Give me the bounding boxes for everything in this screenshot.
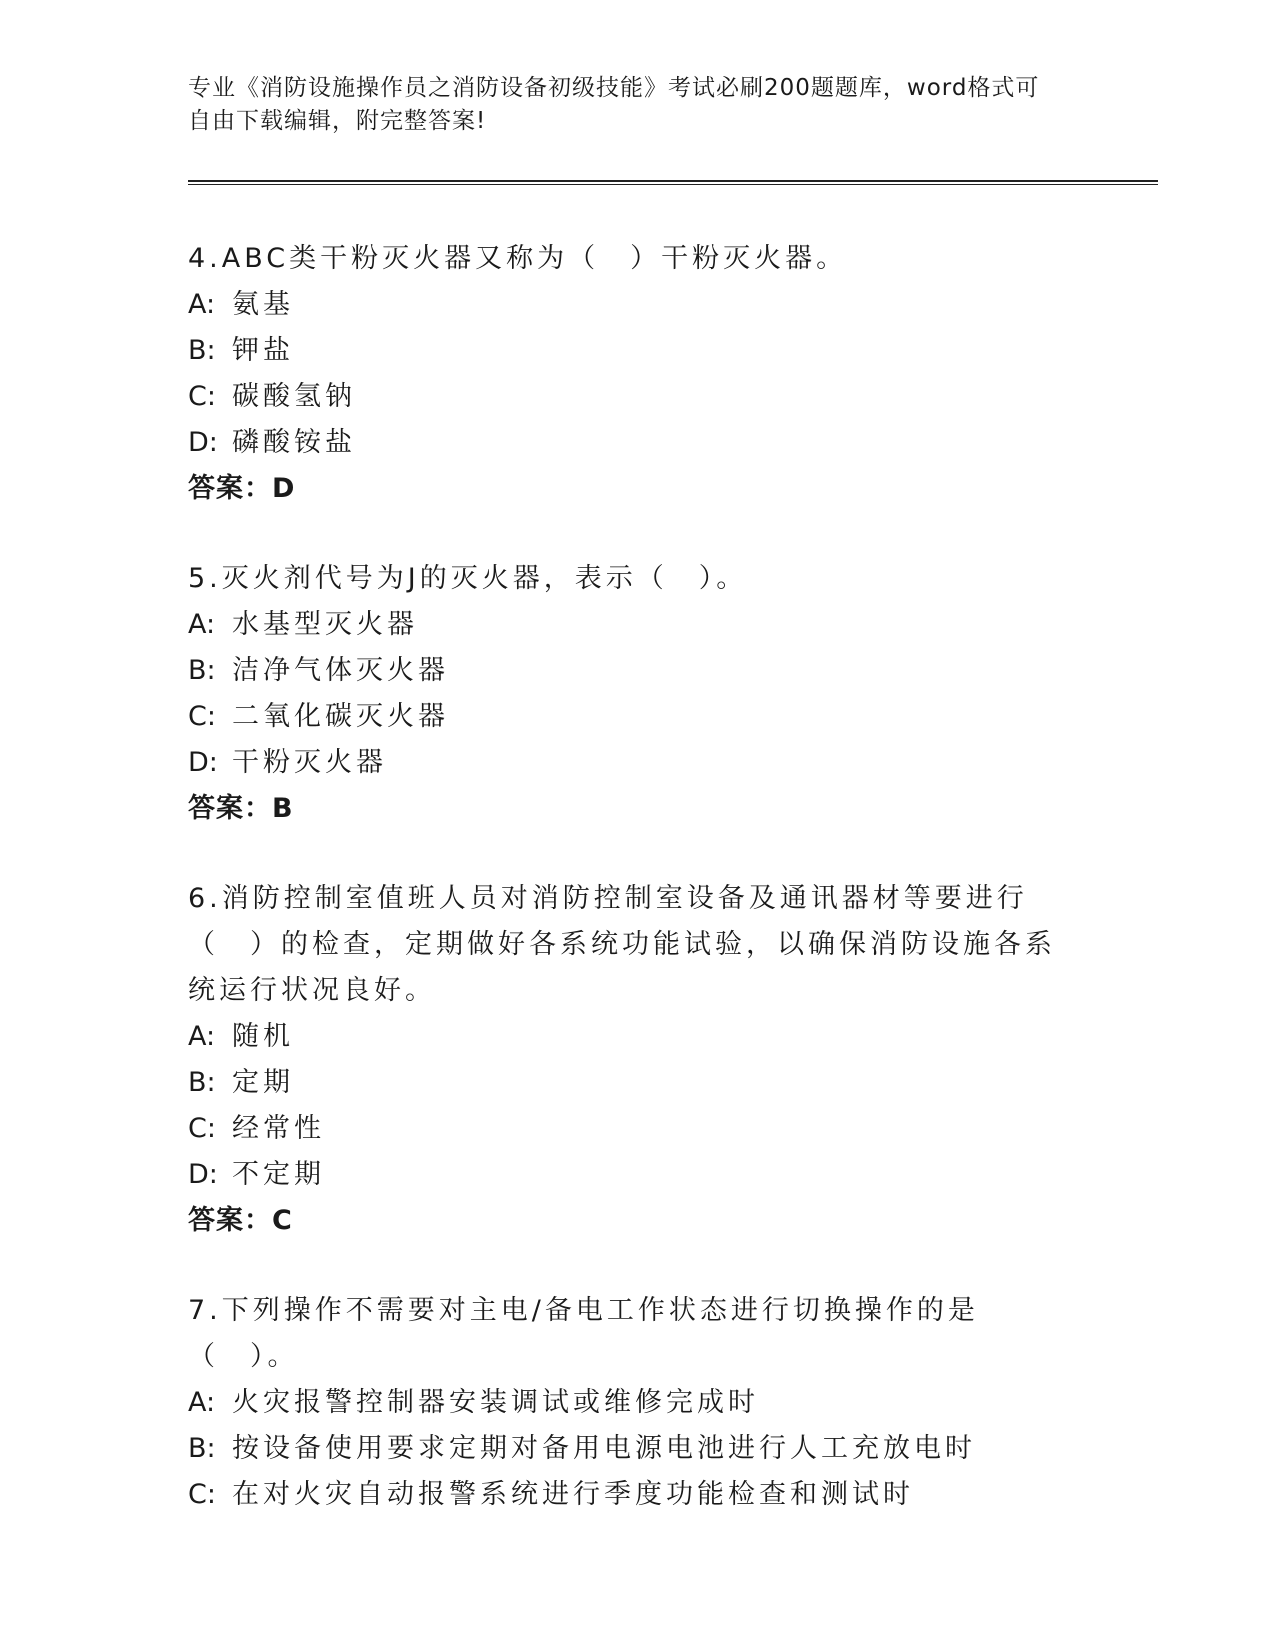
option-text: 碳酸氢钠 [232, 381, 356, 412]
header-divider-thin [188, 184, 1158, 185]
option-letter: A: [188, 1021, 216, 1052]
header-divider-thick [188, 180, 1158, 182]
option-text: 按设备使用要求定期对备用电源电池进行人工充放电时 [232, 1433, 976, 1464]
option-text: 磷酸铵盐 [232, 427, 356, 458]
option-c [188, 1472, 1068, 1518]
question-stem: 5.灭火剂代号为J的灭火器，表示（ ）。 [188, 563, 748, 594]
option-letter: A: [188, 289, 216, 320]
option-text: 在对火灾自动报警系统进行季度功能检查和测试时 [232, 1479, 914, 1510]
answer-line: 答案：C [188, 1205, 293, 1236]
option-b [188, 1060, 1068, 1106]
question-block [188, 876, 1068, 1244]
option-letter: C: [188, 381, 216, 412]
option-a [188, 1380, 1068, 1426]
option-b [188, 1426, 1068, 1472]
question-block [188, 1288, 1068, 1518]
option-d [188, 1152, 1068, 1198]
option-letter: C: [188, 1479, 216, 1510]
option-c [188, 374, 1068, 420]
option-a [188, 282, 1068, 328]
option-letter: C: [188, 1113, 216, 1144]
option-letter: B: [188, 1433, 216, 1464]
option-letter: D: [188, 1159, 218, 1190]
option-b [188, 328, 1068, 374]
option-text: 定期 [232, 1067, 294, 1098]
answer-line: 答案：B [188, 793, 294, 824]
option-letter: A: [188, 609, 216, 640]
option-letter: D: [188, 747, 218, 778]
option-text: 水基型灭火器 [232, 609, 418, 640]
option-letter: B: [188, 655, 216, 686]
option-letter: D: [188, 427, 218, 458]
question-block [188, 236, 1068, 512]
option-text: 洁净气体灭火器 [232, 655, 449, 686]
option-text: 氨基 [232, 289, 294, 320]
question-block [188, 556, 1068, 832]
option-letter: A: [188, 1387, 216, 1418]
option-text: 火灾报警控制器安装调试或维修完成时 [232, 1387, 759, 1418]
document-header [188, 72, 1068, 138]
question-stem: 4.ABC类干粉灭火器又称为（ ）干粉灭火器。 [188, 243, 848, 274]
option-text: 不定期 [232, 1159, 325, 1190]
option-c [188, 694, 1068, 740]
question-stem: 7.下列操作不需要对主电/备电工作状态进行切换操作的是（ ）。 [188, 1295, 979, 1372]
option-letter: B: [188, 1067, 216, 1098]
option-letter: B: [188, 335, 216, 366]
option-d [188, 740, 1068, 786]
header-line-1: 专业《消防设施操作员之消防设备初级技能》考试必刷200题题库，word格式可 [188, 75, 1040, 101]
option-a [188, 602, 1068, 648]
option-d [188, 420, 1068, 466]
option-a [188, 1014, 1068, 1060]
question-stem: 6.消防控制室值班人员对消防控制室设备及通讯器材等要进行（ ）的检查，定期做好各系统功能试验，以确保消防设施各系统运行状况良好。 [188, 883, 1056, 1006]
option-text: 钾盐 [232, 335, 294, 366]
answer-line: 答案：D [188, 473, 296, 504]
option-text: 二氧化碳灭火器 [232, 701, 449, 732]
option-letter: C: [188, 701, 216, 732]
option-text: 经常性 [232, 1113, 325, 1144]
option-text: 干粉灭火器 [232, 747, 387, 778]
option-c [188, 1106, 1068, 1152]
option-b [188, 648, 1068, 694]
option-text: 随机 [232, 1021, 294, 1052]
header-line-2: 自由下载编辑，附完整答案! [188, 108, 487, 134]
